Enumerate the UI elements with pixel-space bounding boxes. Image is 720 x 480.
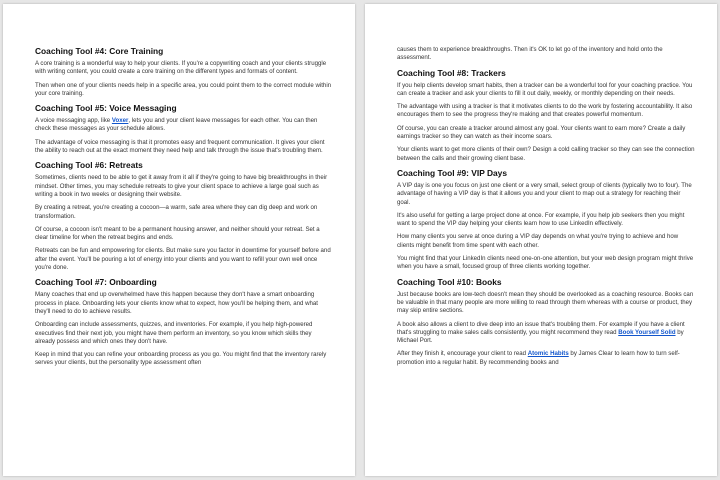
paragraph: Of course, a cocoon isn't meant to be a permanent housing answer, and neither should your retreat. Set a clear timeline for when the retreat begins and ends. [35, 225, 320, 242]
paragraph: Just because books are low-tech doesn't mean they should be overlooked as a coaching resource. Books can be valuable in that many people are more willing to read through them whereas with a course or product, they may skip entire sections. [397, 290, 694, 315]
text-run: by James Clear to learn how to turn self-promotion into a regular habit. By recommending books and [397, 350, 680, 366]
section-heading: Coaching Tool #8: Trackers [397, 67, 506, 78]
section-vip-days [397, 168, 695, 272]
paragraph: Keep in mind that you can refine your onboarding process as you go. You might find that the inventory rarely serves your clients, but the personality type assessment often [35, 351, 327, 367]
paragraph: If you help clients develop smart habits, then a tracker can be a wonderful tool for your coaching practice. You can create a tracker and ask your clients to fill it out daily, weekly, or monthly depending on their needs. [397, 81, 693, 97]
section-trackers [397, 68, 695, 163]
text-run: by Michael Port. [397, 328, 684, 345]
paragraph: The advantage of voice messaging is that it promotes easy and frequent communication. It gives your client the ability to reach out at the exact moment they need help and talk through the issue that's troubling them. [35, 138, 325, 155]
book-yourself-solid-link[interactable]: Book Yourself Solid [618, 328, 676, 336]
paragraph: A VIP day is one you focus on just one client or a very small, select group of clients (typically two to four). The advantage of having a VIP day is that it allows you and your client to map out a strategy for reaching their goal. [397, 181, 692, 206]
paragraph [397, 350, 695, 367]
paragraph: A core training is a wonderful way to help your clients. If you're a copywriting coach and your clients struggle with writing content, you could create a core training on the different types and formats of content. [35, 60, 327, 76]
page-content [35, 46, 333, 373]
text-run: , lets you and your client leave messages for each other. You can then check these messages as your schedule allows. [35, 117, 318, 133]
section-heading: Coaching Tool #10: Books [397, 276, 502, 287]
document-page-right [365, 4, 717, 476]
paragraph: The advantage with using a tracker is that it motivates clients to do the work by fostering accountability. It also encourages them to see the progress they're making and that creates powerful momentum. [397, 103, 693, 119]
paragraph: You might find that your LinkedIn clients need one-on-one attention, but your web design program might thrive when you have a small, focused group of three clients working together. [397, 255, 694, 271]
section-heading: Coaching Tool #9: VIP Days [397, 167, 507, 178]
text-run: After they finish it, encourage your client to read [397, 350, 528, 358]
voxer-link[interactable]: Voxer [111, 117, 129, 125]
paragraph: How many clients you serve at once during a VIP day depends on what you're trying to achieve and how clients might benefit from time spent with each other. [397, 233, 679, 249]
paragraph [397, 321, 695, 346]
text-run: A voice messaging app, like [35, 117, 112, 125]
page-content [397, 46, 695, 372]
document-page-left [3, 4, 355, 476]
atomic-habits-link[interactable]: Atomic Habits [527, 350, 569, 358]
section-voice-messaging [35, 103, 333, 155]
section-heading: Coaching Tool #7: Onboarding [35, 277, 157, 288]
section-heading: Coaching Tool #5: Voice Messaging [35, 103, 177, 114]
section-books [397, 277, 695, 367]
paragraph: Sometimes, clients need to be able to get it away from it all if they're going to have big breakthroughs in their mindset. Other times, you may schedule retreats to give your client space to achieve a large goal such as writing a book in two weeks or designing their website. [35, 174, 328, 198]
paragraph: By creating a retreat, you're creating a cocoon—a warm, safe area where they can dig deep and work on transformation. [35, 204, 318, 220]
paragraph: Of course, you can create a tracker around almost any goal. Your clients want to earn more? Create a daily earnings tracker so they can watch as their income soars. [397, 124, 686, 141]
paragraph: It's also useful for getting a large project done at once. For example, if you help job seekers then you might want to spend the VIP day helping your clients learn how to use LinkedIn effectively. [397, 211, 685, 228]
text-run: A book also allows a client to dive deep into an issue that's troubling them. For example if you have a client that's struggling to make sales calls consistently, you might recommend they read [397, 320, 685, 336]
section-heading: Coaching Tool #4: Core Training [35, 46, 164, 56]
paragraph: Many coaches that end up overwhelmed have this happen because they don't have a smart onboarding process in place. Onboarding lets your clients know what to expect, how you'll be helping them, and what they'll need to do to achieve results. [35, 291, 318, 315]
section-heading: Coaching Tool #6: Retreats [35, 160, 143, 171]
section-core-training [35, 46, 333, 98]
section-onboarding [35, 277, 333, 367]
paragraph [35, 117, 333, 134]
paragraph: Your clients want to get more clients of their own? Design a cold calling tracker so they can see the connection between the calls and their growing client base. [397, 146, 695, 162]
paragraph: Retreats can be fun and empowering for clients. But make sure you factor in downtime for yourself before and after the event. You'll be pouring a lot of energy into your clients and you want to refill your own well once you're done. [35, 247, 331, 272]
paragraph: Then when one of your clients needs help in a specific area, you could point them to the correct module within your core training. [35, 81, 332, 97]
section-retreats [35, 160, 333, 272]
paragraph-continuation: causes them to experience breakthroughs. Then it's OK to let go of the inventory and hold onto the assessment. [397, 46, 663, 62]
paragraph: Onboarding can include assessments, quizzes, and inventories. For example, if you help high-powered executives find their next job, you might have them perform an inventory, so you know which skills they already possess and which ones they don't have. [35, 321, 313, 345]
